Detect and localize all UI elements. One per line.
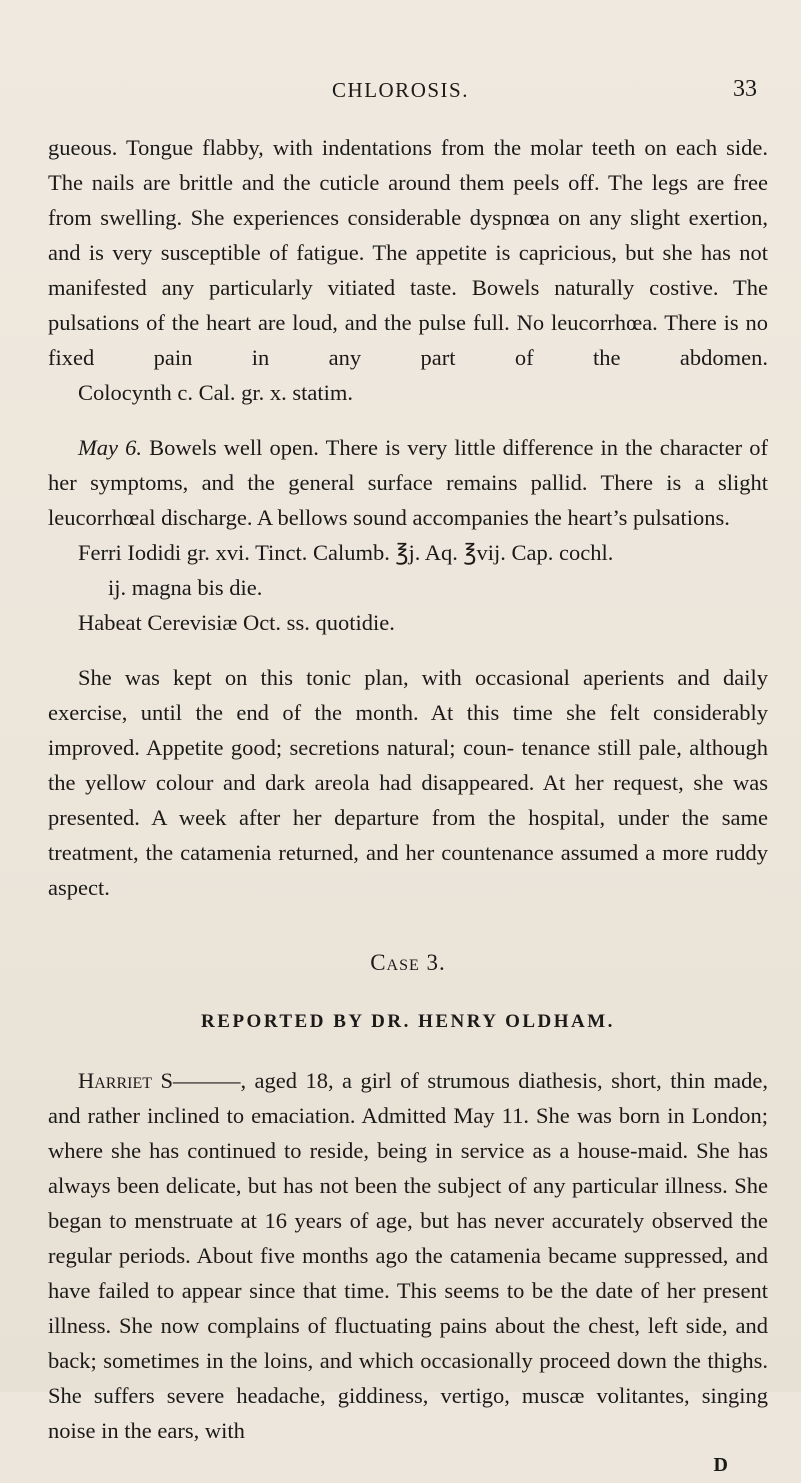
paragraph-may-6	[48, 430, 768, 535]
body-text	[48, 130, 768, 1483]
paragraph-case-3-text: , aged 18, a girl of strumous diathesis, short, thin made, and rather inclined to emaciation. Admitted May 11. She was born in London; where she has continued to reside, being in service as a house-maid. She has always been delicate, but has not been the subject of any particular illness. She began to menstruate at 16 years of age, but has never accurately observed the regular periods. About five months ago the catamenia became suppressed, and have failed to appear since that time. This seems to be the date of her present illness. She now complains of fluctuating pains about the chest, left side, and back; sometimes in the loins, and which occasionally proceed down the thighs. She suffers severe headache, giddiness, vertigo, muscæ volitantes, singing noise in the ears, with	[48, 1068, 768, 1443]
case-heading: Case 3.	[370, 950, 446, 975]
case-reporter: REPORTED BY DR. HENRY OLDHAM.	[201, 1011, 615, 1032]
paragraph-case-3	[48, 1063, 768, 1448]
paragraph-tonic-plan: She was kept on this tonic plan, with occasional aperients and daily exercise, until the end of the month. At this time she felt considerably improved. Appetite good; secretions natural; coun- tenance still pale, although the yellow colour and dark areola had disappeared. At her request, she was presented. A week after her departure from the hospital, under the same treatment, the catamenia returned, and her countenance assumed a more ruddy aspect.	[48, 665, 768, 900]
running-head	[0, 76, 801, 112]
prescription-line: Colocynth c. Cal. gr. x. statim.	[78, 380, 353, 405]
paragraph-symptoms: gueous. Tongue flabby, with indentations from the molar teeth on each side. The nails are brittle and the cuticle around them peels off. The legs are free from swelling. She experiences considerable dyspnœa on any slight exertion, and is very susceptible of fatigue. The appetite is capricious, but she has not manifested any particularly vitiated taste. Bowels naturally costive. The pulsations of the heart are loud, and the pulse full. No leucorrhœa. There is no fixed pain in any part of the abdomen.	[48, 135, 768, 370]
prescription-ferri-iodidi	[48, 535, 768, 640]
patient-name: Harriet S———	[78, 1068, 241, 1093]
page-number: 33	[733, 76, 757, 102]
date-may-6: May 6.	[78, 435, 142, 460]
prescription-line: Ferri Iodidi gr. xvi. Tinct. Calumb. ℥j. Aq. ℥vij. Cap. cochl.	[78, 540, 614, 565]
prescription-line: Habeat Cerevisiæ Oct. ss. quotidie.	[78, 610, 395, 635]
prescription-line: ij. magna bis die.	[108, 575, 263, 600]
prescription-colocynth	[48, 375, 768, 410]
paragraph-may-6-text: Bowels well open. There is very little difference in the character of her symptoms, and the general surface remains pallid. There is a slight leucorrhœal discharge. A bellows sound accompanies the heart’s pulsations.	[48, 435, 769, 530]
signature-mark: D	[713, 1454, 728, 1476]
running-title: CHLOROSIS.	[332, 78, 469, 102]
